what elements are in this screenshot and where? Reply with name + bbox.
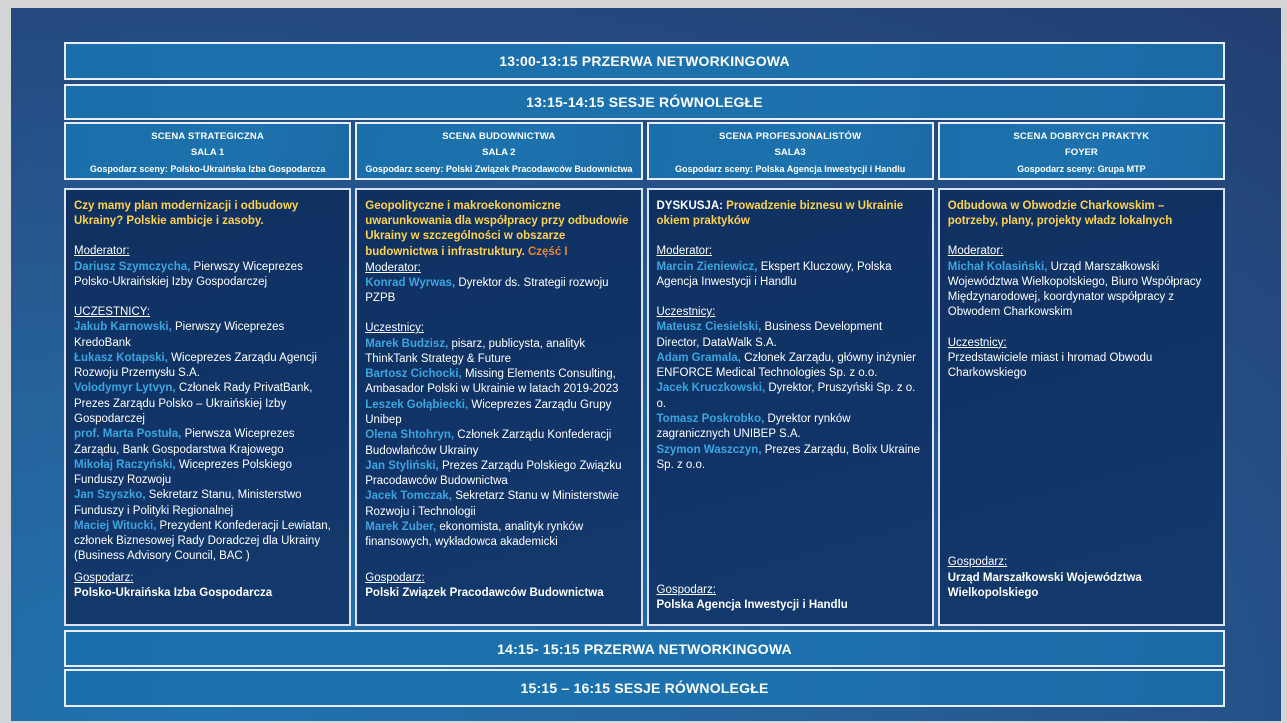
stage-name: SCENA DOBRYCH PRAKTYK: [1013, 131, 1150, 142]
speaker-name: Marek Budzisz,: [365, 337, 449, 350]
speaker-entry: [657, 412, 924, 443]
speaker-entry: [657, 320, 924, 351]
stage-host-line: Gospodarz sceny: Polsko-Ukraińska Izba Gospodarcza: [89, 164, 326, 174]
session-host-label: Gospodarz:: [947, 556, 1008, 569]
speaker-description: Pierwszy Wiceprezes KredoBank: [74, 321, 285, 349]
speaker-entry: [74, 351, 341, 382]
speaker-entry: [657, 381, 924, 412]
stage-name: SCENA STRATEGICZNA: [151, 131, 265, 142]
speaker-name: Marcin Zieniewicz,: [656, 260, 758, 273]
session-host-name: Polski Związek Pracodawców Budownictwa: [365, 587, 604, 600]
speaker-name: Konrad Wyrwas,: [365, 276, 456, 289]
speaker-entry: [365, 489, 632, 520]
session-panel-profesjonalistow: [647, 188, 934, 626]
session-host-name: Polska Agencja Inwestycji i Handlu: [656, 599, 848, 612]
session-title: [657, 199, 924, 229]
session-title-part: Czy mamy plan modernizacji i odbudowy Ukrainy? Polskie ambicje i zasoby.: [74, 200, 299, 228]
session-details: [365, 199, 632, 571]
speaker-entry: [74, 381, 341, 427]
session-details: [74, 199, 341, 571]
speaker-name: Jan Szyszko,: [74, 489, 146, 502]
session-title-part: Odbudowa w Obwodzie Charkowskim – potrzeby, plany, projekty władz lokalnych: [947, 200, 1173, 228]
session-host-label: Gospodarz:: [74, 571, 134, 584]
banner-networking-break-1: 13:00-13:15 PRZERWA NETWORKINGOWA: [64, 42, 1225, 80]
moderator-label: Moderator:: [365, 261, 421, 274]
speaker-description: Sekretarz Stanu, Ministerstwo Funduszy i Polityki Regionalnej: [74, 489, 302, 517]
stage-header-budownictwa: [355, 122, 642, 180]
session-host-name: Urząd Marszałkowski Województwa Wielkopolskiego: [947, 571, 1142, 600]
session-title: [365, 199, 632, 260]
speaker-name: Maciej Witucki,: [74, 519, 157, 532]
speaker-description: Prezydent Konfederacji Lewiatan, członek Biznesowej Rady Doradczej dla Ukrainy (Business Advisory Council, BAC ): [74, 519, 331, 563]
moderator-label: Moderator:: [74, 245, 130, 258]
speaker-name: Adam Gramala,: [656, 351, 741, 364]
speaker-entry: [657, 443, 924, 474]
speaker-description: Sekretarz Stanu w Ministerstwie Rozwoju i Technologii: [365, 490, 619, 518]
session-panel-budownictwa: [355, 188, 642, 626]
speaker-description: ekonomista, analityk rynków finansowych, wykładowca akademicki: [365, 520, 584, 549]
speaker-entry: [74, 427, 341, 458]
speaker-name: Mateusz Ciesielski,: [656, 321, 762, 334]
session-host-label: Gospodarz:: [656, 583, 716, 596]
speaker-entry: [657, 351, 924, 382]
speaker-description: Dyrektor, Pruszyński Sp. z o. o.: [656, 382, 916, 410]
speaker-entry: [948, 260, 1215, 321]
agenda-table: [64, 42, 1225, 707]
speaker-description: Członek Zarządu, główny inżynier ENFORCE Medical Technologies Sp. z o.o.: [656, 351, 917, 380]
speaker-name: Leszek Gołąbiecki,: [365, 398, 469, 411]
stage-host-line: Gospodarz sceny: Grupa MTP: [1017, 164, 1146, 174]
stage-header-profesjonalistow: [647, 122, 934, 180]
speaker-entry: [74, 260, 341, 291]
banner-parallel-sessions-2: 15:15 – 16:15 SESJE RÓWNOLEGŁE: [64, 669, 1225, 707]
speaker-name: Volodymyr Lytvyn,: [74, 382, 176, 395]
speaker-name: Jacek Kruczkowski,: [656, 382, 766, 395]
speaker-description: Przedstawiciele miast i hromad Obwodu Charkowskiego: [947, 351, 1153, 380]
participants-label: Uczestnicy:: [365, 322, 425, 335]
speaker-description: Wiceprezes Zarządu Agencji Rozwoju Przemysłu S.A.: [74, 351, 317, 380]
session-details: [948, 199, 1215, 555]
speaker-description: Prezes Zarządu, Bolix Ukraine Sp. z o.o.: [656, 443, 921, 471]
participants-note: [948, 351, 1215, 382]
session-panel-dobrych-praktyk: [938, 188, 1225, 626]
speaker-entry: [657, 260, 924, 291]
speaker-name: Jacek Tomczak,: [365, 490, 452, 503]
stage-host-line: Gospodarz sceny: Polska Agencja Inwestycji i Handlu: [675, 164, 906, 174]
speaker-name: Jakub Karnowski,: [74, 321, 172, 334]
speaker-name: Jan Styliński,: [365, 459, 439, 472]
speaker-entry: [365, 367, 632, 398]
stage-name: SCENA PROFESJONALISTÓW: [718, 131, 862, 142]
speaker-name: Mikołaj Raczyński,: [74, 458, 176, 471]
speaker-description: Urząd Marszałkowski Województwa Wielkopolskiego, Biuro Współpracy Międzynarodowej, koordynator współpracy z Obwodem Charkowskim: [947, 260, 1202, 319]
speaker-entry: [365, 428, 632, 459]
participants-label: Uczestnicy:: [656, 306, 716, 319]
session-host-label: Gospodarz:: [365, 571, 425, 584]
speaker-entry: [365, 276, 632, 307]
speaker-name: Łukasz Kotapski,: [74, 351, 168, 364]
speaker-name: Marek Zuber,: [365, 520, 437, 533]
speaker-entry: [365, 520, 632, 551]
stage-room: SALA 1: [190, 147, 225, 158]
speaker-description: Członek Rady PrivatBank, Prezes Zarządu Polsko – Ukraińskiej Izby Gospodarczej: [74, 382, 313, 425]
session-title: [74, 199, 341, 229]
session-footer: [365, 571, 632, 624]
speaker-description: Dyrektor rynków zagranicznych UNIBEP S.A.: [656, 412, 851, 441]
session-panel-strategiczna: [64, 188, 351, 626]
stage-room: FOYER: [1065, 147, 1098, 158]
session-footer: [657, 583, 924, 624]
speaker-entry: [365, 337, 632, 368]
moderator-label: Moderator:: [656, 245, 713, 258]
agenda-slide: [11, 8, 1281, 721]
session-host-name: Polsko-Ukraińska Izba Gospodarcza: [74, 587, 273, 600]
speaker-description: Pierwsza Wiceprezes Zarządu, Bank Gospodarstwa Krajowego: [74, 428, 295, 456]
stage-header-row: [64, 122, 1225, 180]
stage-name: SCENA BUDOWNICTWA: [442, 131, 556, 142]
speaker-name: Dariusz Szymczycha,: [74, 260, 191, 273]
stage-room: SALA 2: [482, 147, 516, 158]
banner-parallel-sessions-1: 13:15-14:15 SESJE RÓWNOLEGŁE: [64, 84, 1225, 120]
stage-header-dobrych-praktyk: [938, 122, 1225, 180]
speaker-name: Olena Shtohryn,: [365, 429, 455, 442]
session-footer: [948, 555, 1215, 624]
speaker-description: Wiceprezes Polskiego Funduszy Rozwoju: [74, 458, 292, 487]
speaker-name: Bartosz Cichocki,: [365, 368, 462, 381]
session-details: [657, 199, 924, 583]
speaker-entry: [365, 398, 632, 429]
speaker-description: pisarz, publicysta, analityk ThinkTank Strategy & Future: [365, 337, 586, 365]
session-title-part: Geopolityczne i makroekonomiczne uwarunkowania dla współpracy przy odbudowie Ukrainy w szczególności w obszarze budownictwa i infrastruktury.: [365, 200, 629, 258]
participants-label: Uczestnicy:: [947, 336, 1007, 349]
participants-label: UCZESTNICY:: [74, 306, 151, 319]
sessions-row: [64, 188, 1225, 626]
session-title: [948, 199, 1215, 229]
speaker-name: Szymon Waszczyn,: [656, 443, 762, 456]
session-title-part: Część I: [524, 245, 568, 258]
speaker-description: Członek Zarządu Konfederacji Budowlańców Ukrainy: [365, 429, 612, 457]
session-title-part: DYSKUSJA:: [656, 200, 727, 212]
speaker-description: Wiceprezes Zarządu Grupy Unibep: [365, 398, 612, 426]
speaker-name: Michał Kolasiński,: [947, 260, 1048, 273]
speaker-description: Pierwszy Wiceprezes Polsko-Ukraińskiej Izby Gospodarczej: [74, 260, 303, 288]
speaker-description: Ekspert Kluczowy, Polska Agencja Inwestycji i Handlu: [656, 260, 892, 288]
stage-host-line: Gospodarz sceny: Polski Związek Pracodawców Budownictwa: [365, 164, 633, 174]
session-footer: [74, 571, 341, 624]
session-title-part: Prowadzenie biznesu w Ukrainie okiem praktyków: [656, 200, 904, 228]
speaker-description: Business Development Director, DataWalk S.A.: [656, 321, 883, 349]
moderator-label: Moderator:: [947, 245, 1004, 258]
speaker-description: Missing Elements Consulting, Ambasador Polski w Ukrainie w latach 2019-2023: [365, 368, 619, 396]
stage-room: SALA3: [774, 147, 806, 158]
speaker-entry: [74, 320, 341, 351]
banner-networking-break-2: 14:15- 15:15 PRZERWA NETWORKINGOWA: [64, 630, 1225, 667]
speaker-description: Dyrektor ds. Strategii rozwoju PZPB: [365, 276, 609, 305]
speaker-entry: [74, 458, 341, 489]
stage-header-strategiczna: [64, 122, 351, 180]
speaker-entry: [74, 488, 341, 519]
speaker-name: Tomasz Poskrobko,: [656, 412, 765, 425]
speaker-name: prof. Marta Postuła,: [74, 428, 182, 441]
speaker-entry: [74, 519, 341, 565]
speaker-entry: [365, 459, 632, 490]
speaker-description: Prezes Zarządu Polskiego Związku Pracodawców Budownictwa: [365, 459, 622, 488]
